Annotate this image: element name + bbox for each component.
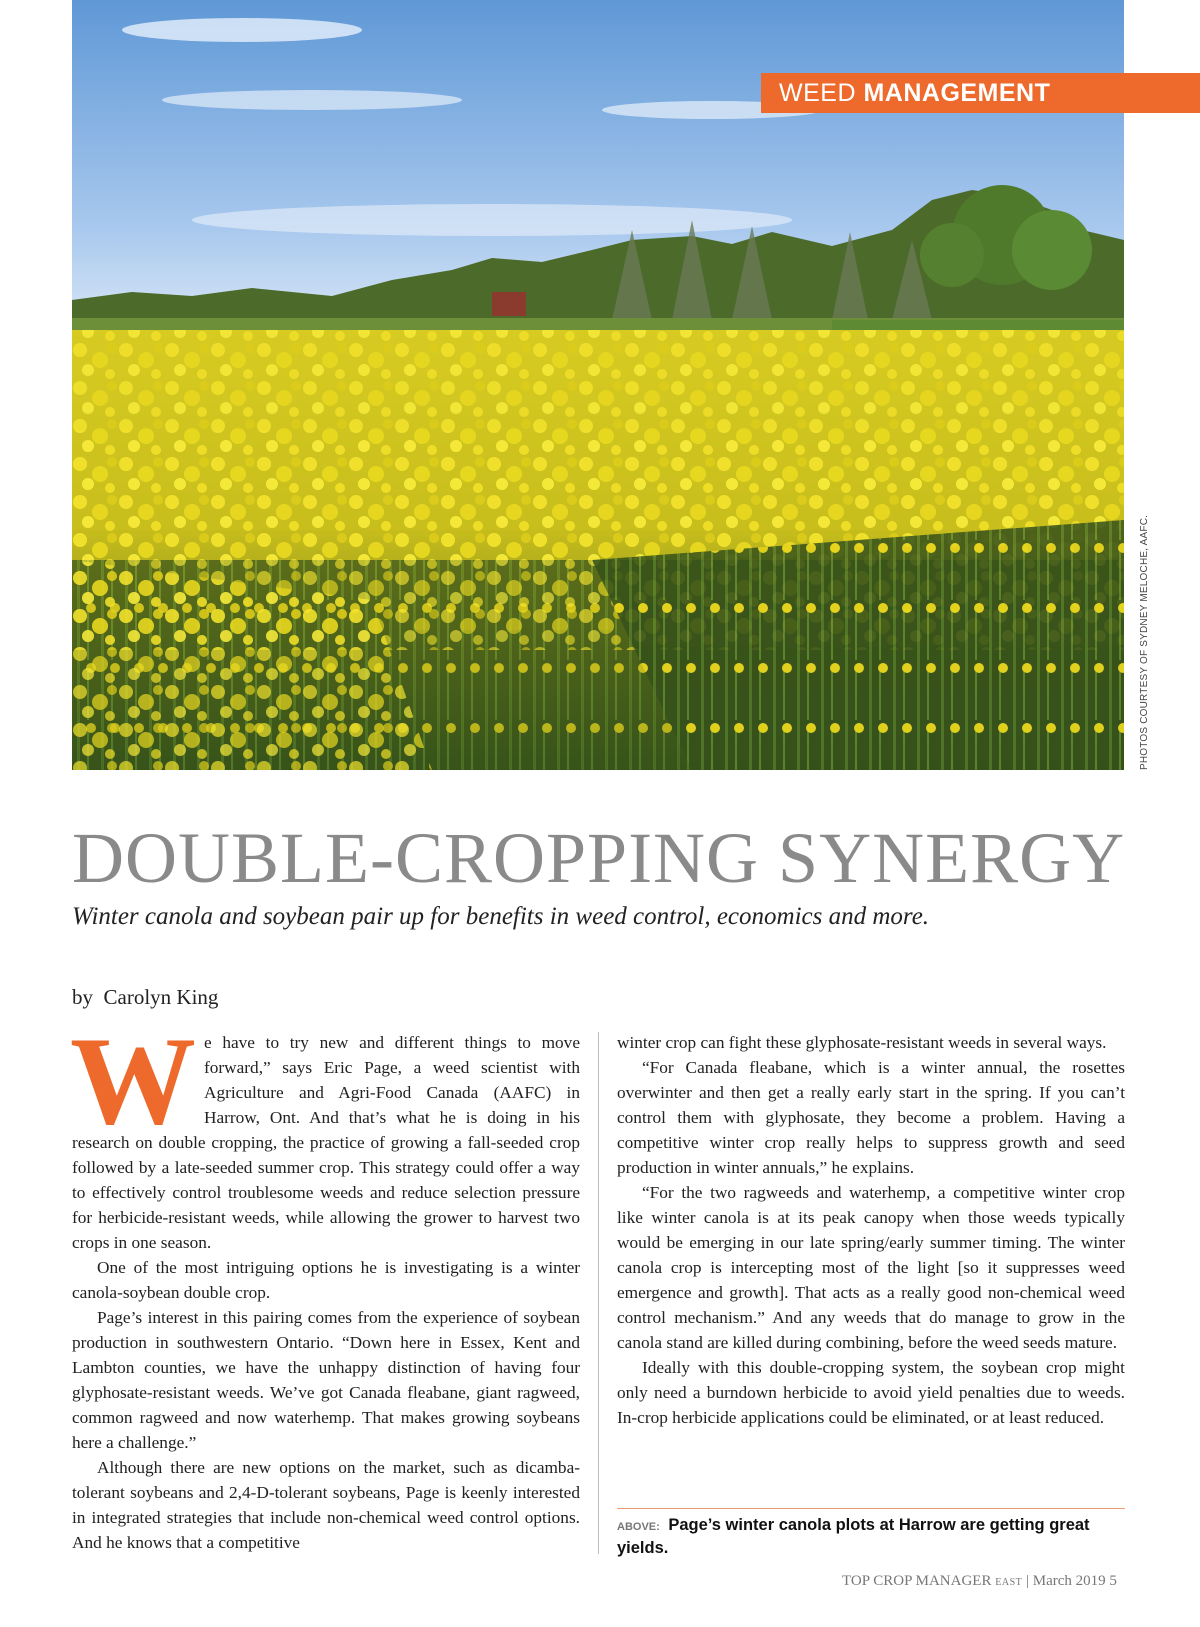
paragraph: winter crop can fight these glyphosate-resistant weeds in several ways. <box>617 1033 1107 1052</box>
section-tag <box>761 73 1200 113</box>
author-name: Carolyn King <box>103 985 219 1009</box>
paragraph <box>70 1012 580 1255</box>
paragraph: Although there are new options on the market, such as dicamba-tolerant soybeans and 2,4-D-tolerant soybeans, Page is keenly interested in integrated strategies that include non-chemical weed control options. And he knows that a competitive <box>72 1458 580 1552</box>
caption-text: Page’s winter canola plots at Harrow are getting great yields. <box>617 1516 1090 1557</box>
photo-caption <box>617 1515 1125 1559</box>
magazine-edition: EAST <box>995 1577 1023 1588</box>
footer-separator: | <box>1025 1573 1029 1589</box>
caption-label: ABOVE: <box>617 1521 660 1533</box>
section-tag-bold: MANAGEMENT <box>863 79 1051 107</box>
byline-prefix: by <box>72 985 93 1009</box>
drop-cap: W <box>70 1012 196 1151</box>
date-page: March 2019 5 <box>1032 1573 1117 1589</box>
caption-divider <box>617 1508 1125 1509</box>
magazine-name: TOP CROP MANAGER <box>842 1573 992 1589</box>
paragraph: Page’s interest in this pairing comes from the experience of soybean production in southwestern Ontario. “Down here in Essex, Kent and Lambton counties, we have the unhappy distinction of having four glyphosate-resistant weeds. We’ve got Canada fleabane, giant ragweed, common ragweed and now waterhemp. That makes growing soybeans here a challenge.” <box>72 1308 580 1452</box>
byline <box>72 985 218 1010</box>
paragraph-text: e have to try new and different things to move forward,” says Eric Page, a weed scientist with Agriculture and Agri-Food Canada (AAFC) in Harrow, Ont. And that’s what he is doing in his research on double cropping, the practice of growing a fall-seeded crop followed by a late-seeded summer crop. This strategy could offer a way to effectively control troublesome weeds and reduce selection pressure for herbicide-resistant weeds, while allowing the grower to harvest two crops in one season. <box>72 1033 580 1252</box>
paragraph: Ideally with this double-cropping system, the soybean crop might only need a burndown herbicide to avoid yield penalties due to weeds. In-crop herbicide applications could be eliminated, or at least reduced. <box>617 1358 1125 1427</box>
section-tag-light: WEED <box>779 79 856 107</box>
hero-photo <box>72 0 1124 770</box>
article-column-right <box>617 1030 1125 1430</box>
photo-credit: PHOTOS COURTESY OF SYDNEY MELOCHE, AAFC. <box>1139 514 1150 770</box>
page-footer <box>842 1573 1117 1590</box>
paragraph: “For the two ragweeds and waterhemp, a competitive winter crop like winter canola is at its peak canopy when those weeds typically would be emerging in our late spring/early summer timing. The winter canola crop is intercepting most of the light [so it suppresses weed emergence and growth]. That acts as a really good non-chemical weed control mechanism.” And any weeds that do manage to grow in the canola stand are killed during combining, before the weed seeds mature. <box>617 1183 1125 1352</box>
article-title: DOUBLE-CROPPING SYNERGY <box>72 818 1126 898</box>
paragraph: “For Canada fleabane, which is a winter annual, the rosettes overwinter and then get a really early start in the spring. If you can’t control them with glyphosate, they become a problem. Having a competitive winter crop really helps to suppress growth and seed production in winter annuals,” he explains. <box>617 1058 1125 1177</box>
article-deck: Winter canola and soybean pair up for benefits in weed control, economics and more. <box>72 903 930 930</box>
article-column-left <box>70 1012 580 1555</box>
paragraph: One of the most intriguing options he is investigating is a winter canola-soybean double crop. <box>72 1258 580 1302</box>
column-divider <box>598 1032 599 1554</box>
